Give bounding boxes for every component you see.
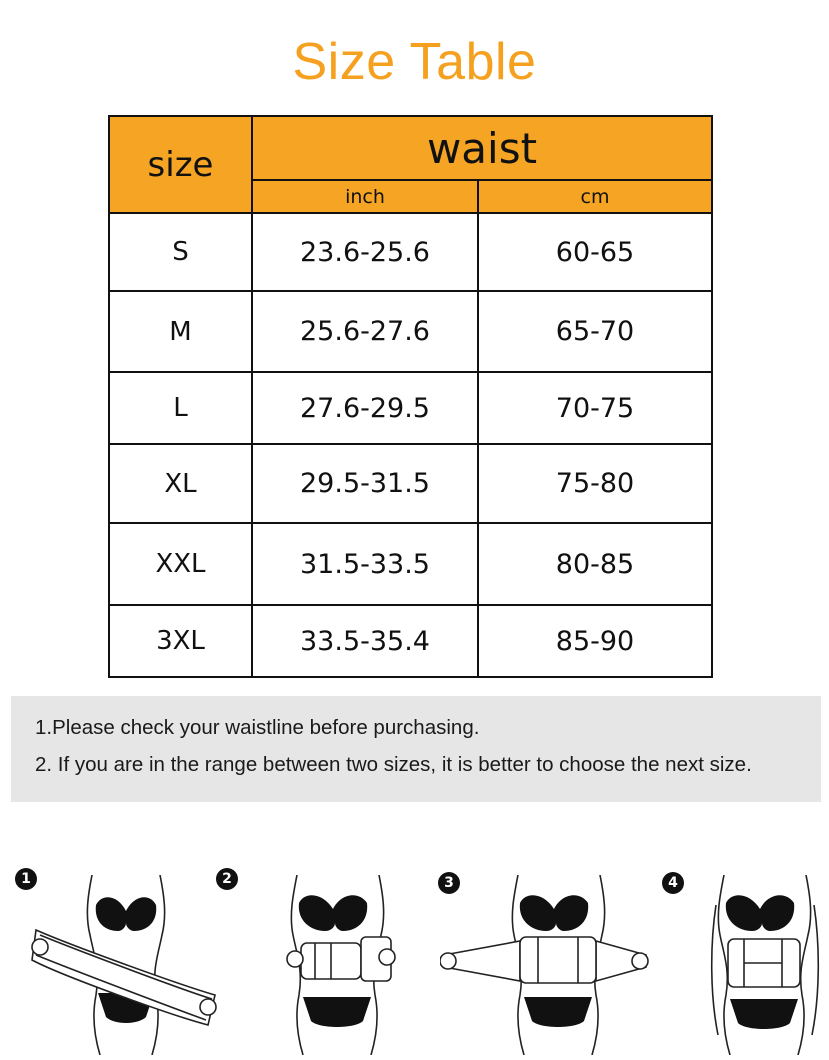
inch-cell: 25.6-27.6 (252, 291, 478, 372)
cm-header: cm (478, 180, 712, 213)
cm-cell: 80-85 (478, 523, 712, 605)
inch-cell: 31.5-33.5 (252, 523, 478, 605)
cm-cell: 85-90 (478, 605, 712, 677)
size-cell: L (109, 372, 252, 444)
table-row (109, 605, 712, 677)
notes-box (11, 696, 821, 802)
cm-cell: 75-80 (478, 444, 712, 523)
table-row (109, 291, 712, 372)
waist-header: waist (252, 116, 712, 180)
step-2-illustration (275, 875, 400, 1055)
step-1-illustration (30, 875, 220, 1055)
step-3-illustration (440, 875, 650, 1055)
size-cell: 3XL (109, 605, 252, 677)
size-cell: XL (109, 444, 252, 523)
inch-cell: 27.6-29.5 (252, 372, 478, 444)
size-table (108, 115, 713, 678)
page-title: Size Table (292, 33, 537, 91)
size-cell: XXL (109, 523, 252, 605)
size-header: size (109, 116, 252, 213)
table-row (109, 372, 712, 444)
table-row (109, 444, 712, 523)
step-number-4: 4 (662, 872, 684, 894)
step-4-illustration (710, 875, 820, 1055)
step-number-3: 3 (438, 872, 460, 894)
cm-cell: 60-65 (478, 213, 712, 291)
cm-cell: 65-70 (478, 291, 712, 372)
inch-header: inch (252, 180, 478, 213)
inch-cell: 29.5-31.5 (252, 444, 478, 523)
step-number-1: 1 (15, 868, 37, 890)
note-line: 2. If you are in the range between two sizes, it is better to choose the next size. (35, 753, 752, 776)
cm-cell: 70-75 (478, 372, 712, 444)
size-cell: S (109, 213, 252, 291)
step-number-2: 2 (216, 868, 238, 890)
table-row (109, 523, 712, 605)
note-line: 1.Please check your waistline before purchasing. (35, 716, 480, 739)
table-row (109, 213, 712, 291)
inch-cell: 33.5-35.4 (252, 605, 478, 677)
inch-cell: 23.6-25.6 (252, 213, 478, 291)
size-cell: M (109, 291, 252, 372)
